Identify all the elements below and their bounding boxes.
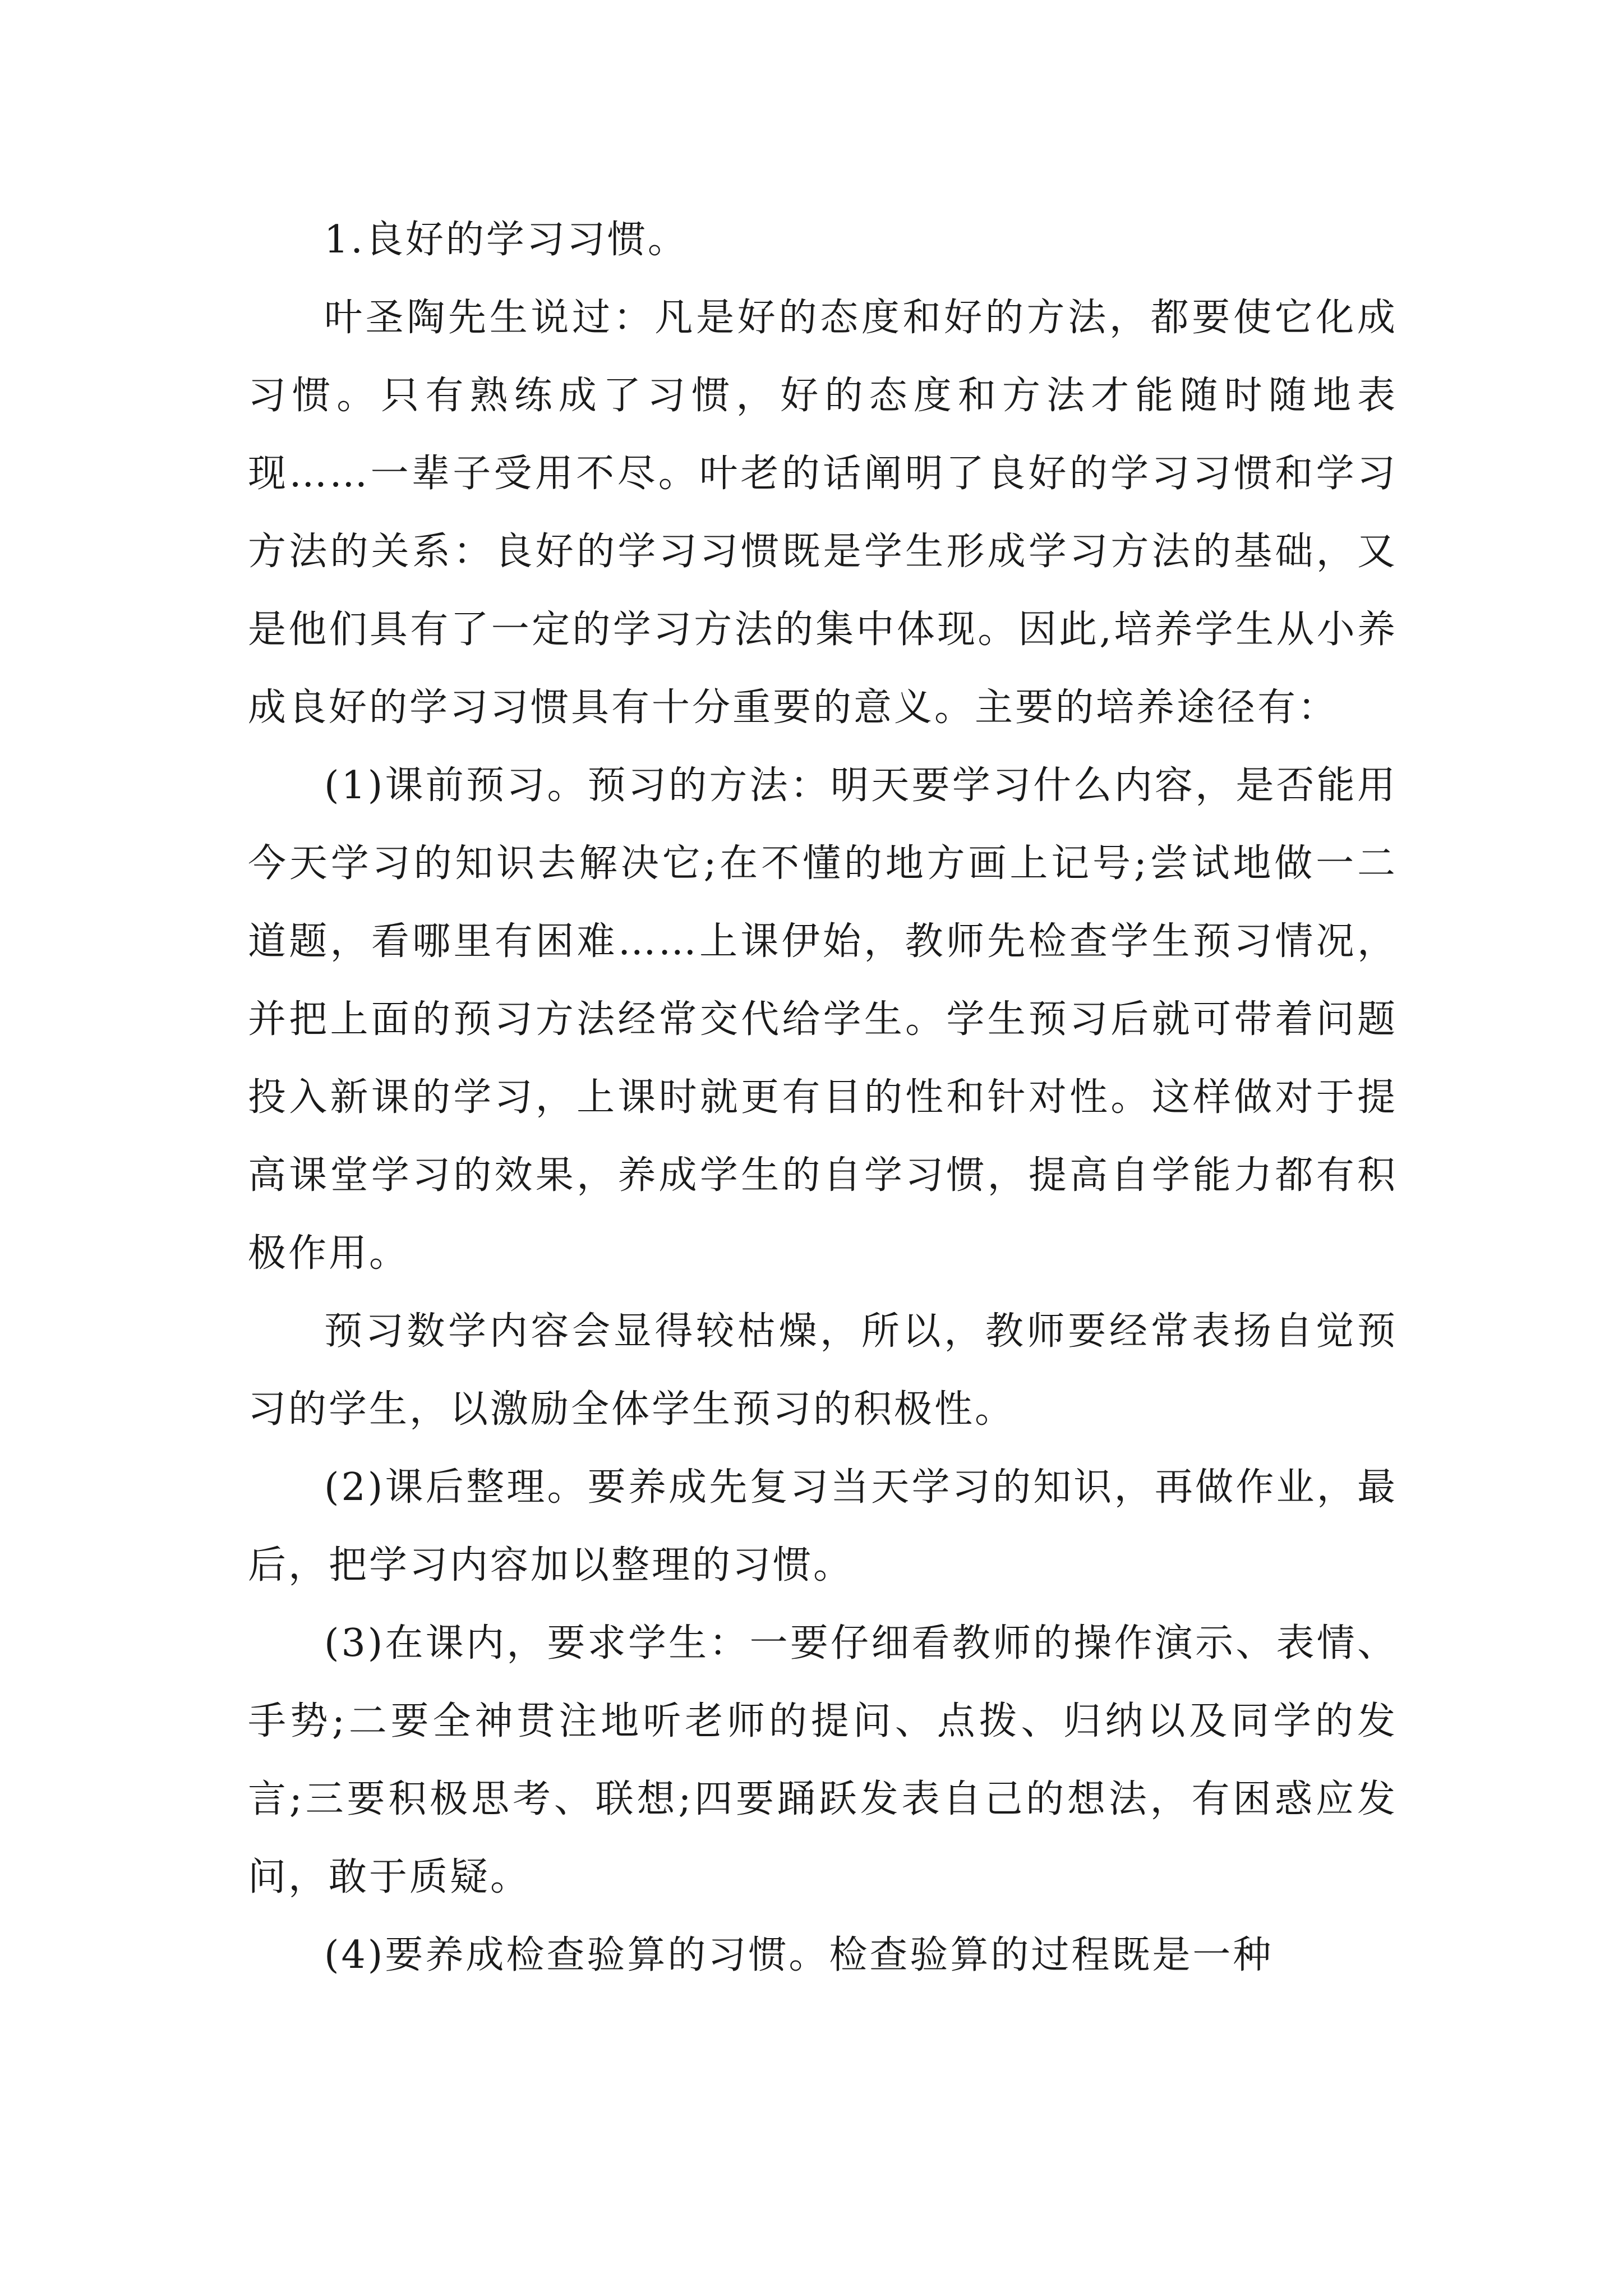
paragraph-check: (4)要养成检查验算的习惯。检查验算的过程既是一种	[324, 1933, 1274, 1977]
paragraph-encourage: 预习数学内容会显得较枯燥，所以，教师要经常表扬自觉预习的学生，以激励全体学生预习的积极性。	[248, 1309, 1398, 1432]
paragraph-intro: 叶圣陶先生说过：凡是好的态度和好的方法，都要使它化成习惯。只有熟练成了习惯，好的态度和方法才能随时随地表现……一辈子受用不尽。叶老的话阐明了良好的学习习惯和学习方法的关系：良好的学习习惯既是学生形成学习方法的基础，又是他们具有了一定的学习方法的集中体现。因此,培养学生从小养成良好的学习习惯具有十分重要的意义。主要的培养途径有：	[248, 296, 1398, 730]
paragraph-preview: (1)课前预习。预习的方法：明天要学习什么内容，是否能用今天学习的知识去解决它;在不懂的地方画上记号;尝试地做一二道题，看哪里有困难……上课伊始，教师先检查学生预习情况，并把上面的预习方法经常交代给学生。学生预习后就可带着问题投入新课的学习，上课时就更有目的性和针对性。这样做对于提高课堂学习的效果，养成学生的自学习惯，提高自学能力都有积极作用。	[248, 763, 1398, 1276]
section-heading: 1.良好的学习习惯。	[324, 218, 688, 262]
document-body	[248, 201, 1398, 1994]
paragraph-review: (2)课后整理。要养成先复习当天学习的知识，再做作业，最后，把学习内容加以整理的习惯。	[248, 1465, 1398, 1588]
paragraph-in-class: (3)在课内，要求学生：一要仔细看教师的操作演示、表情、手势;二要全神贯注地听老师的提问、点拨、归纳以及同学的发言;三要积极思考、联想;四要踊跃发表自己的想法，有困惑应发问，敢于质疑。	[248, 1621, 1398, 1899]
